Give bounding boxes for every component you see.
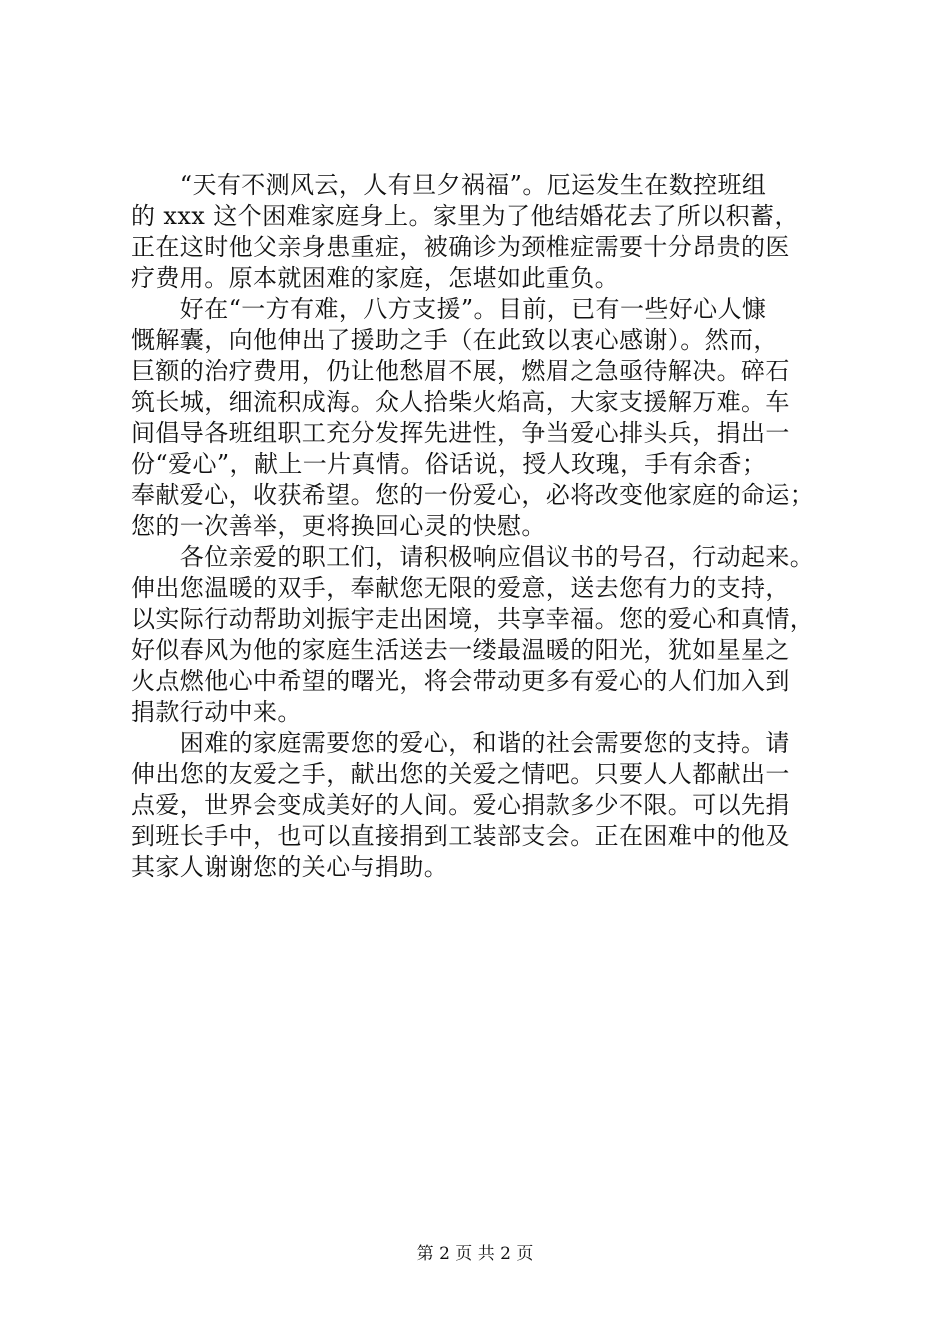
text-line: 您的一次善举，更将换回心灵的快慰。 — [131, 512, 546, 540]
text-line: 奉献爱心，收获希望。您的一份爱心，必将改变他家庭的命运； — [131, 481, 815, 509]
text-line: 点爱，世界会变成美好的人间。爱心捐款多少不限。可以先捐 — [131, 791, 790, 819]
text-line: 的 xxx 这个困难家庭身上。家里为了他结婚花去了所以积蓄， — [131, 202, 799, 230]
document-body — [131, 170, 831, 883]
text-line: 火点燃他心中希望的曙光，将会带动更多有爱心的人们加入到 — [131, 667, 790, 695]
text-line: 各位亲爱的职工们，请积极响应倡议书的号召，行动起来。 — [131, 543, 815, 571]
text-line: “天有不测风云，人有旦夕祸福”。厄运发生在数控班组 — [131, 171, 767, 199]
text-line: 筑长城，细流积成海。众人拾柴火焰高，大家支援解万难。车 — [131, 388, 790, 416]
text-line: 份“爱心”，献上一片真情。俗话说，授人玫瑰，手有余香； — [131, 450, 767, 478]
page-number-footer: 第 2 页 共 2 页 — [416, 1244, 534, 1264]
text-line: 困难的家庭需要您的爱心，和谐的社会需要您的支持。请 — [131, 729, 790, 757]
text-line: 间倡导各班组职工充分发挥先进性，争当爱心排头兵，捐出一 — [131, 419, 790, 447]
text-line: 慨解囊，向他伸出了援助之手（在此致以衷心感谢）。然而， — [131, 326, 778, 354]
text-line: 伸出您的友爱之手，献出您的关爱之情吧。只要人人都献出一 — [131, 760, 790, 788]
text-line: 巨额的治疗费用，仍让他愁眉不展，燃眉之急亟待解决。碎石 — [131, 357, 790, 385]
text-line: 好在“一方有难，八方支援”。目前，已有一些好心人慷 — [131, 295, 767, 323]
text-line: 到班长手中，也可以直接捐到工装部支会。正在困难中的他及 — [131, 822, 790, 850]
text-line: 正在这时他父亲身患重症，被确诊为颈椎症需要十分昂贵的医 — [131, 233, 790, 261]
text-line: 伸出您温暖的双手，奉献您无限的爱意，送去您有力的支持， — [131, 574, 790, 602]
text-line: 疗费用。原本就困难的家庭，怎堪如此重负。 — [131, 264, 619, 292]
text-line: 其家人谢谢您的关心与捐助。 — [131, 853, 449, 881]
text-line: 以实际行动帮助刘振宇走出困境，共享幸福。您的爱心和真情， — [131, 605, 815, 633]
text-line: 好似春风为他的家庭生活送去一缕最温暖的阳光，犹如星星之 — [131, 636, 790, 664]
text-line: 捐款行动中来。 — [131, 698, 302, 726]
